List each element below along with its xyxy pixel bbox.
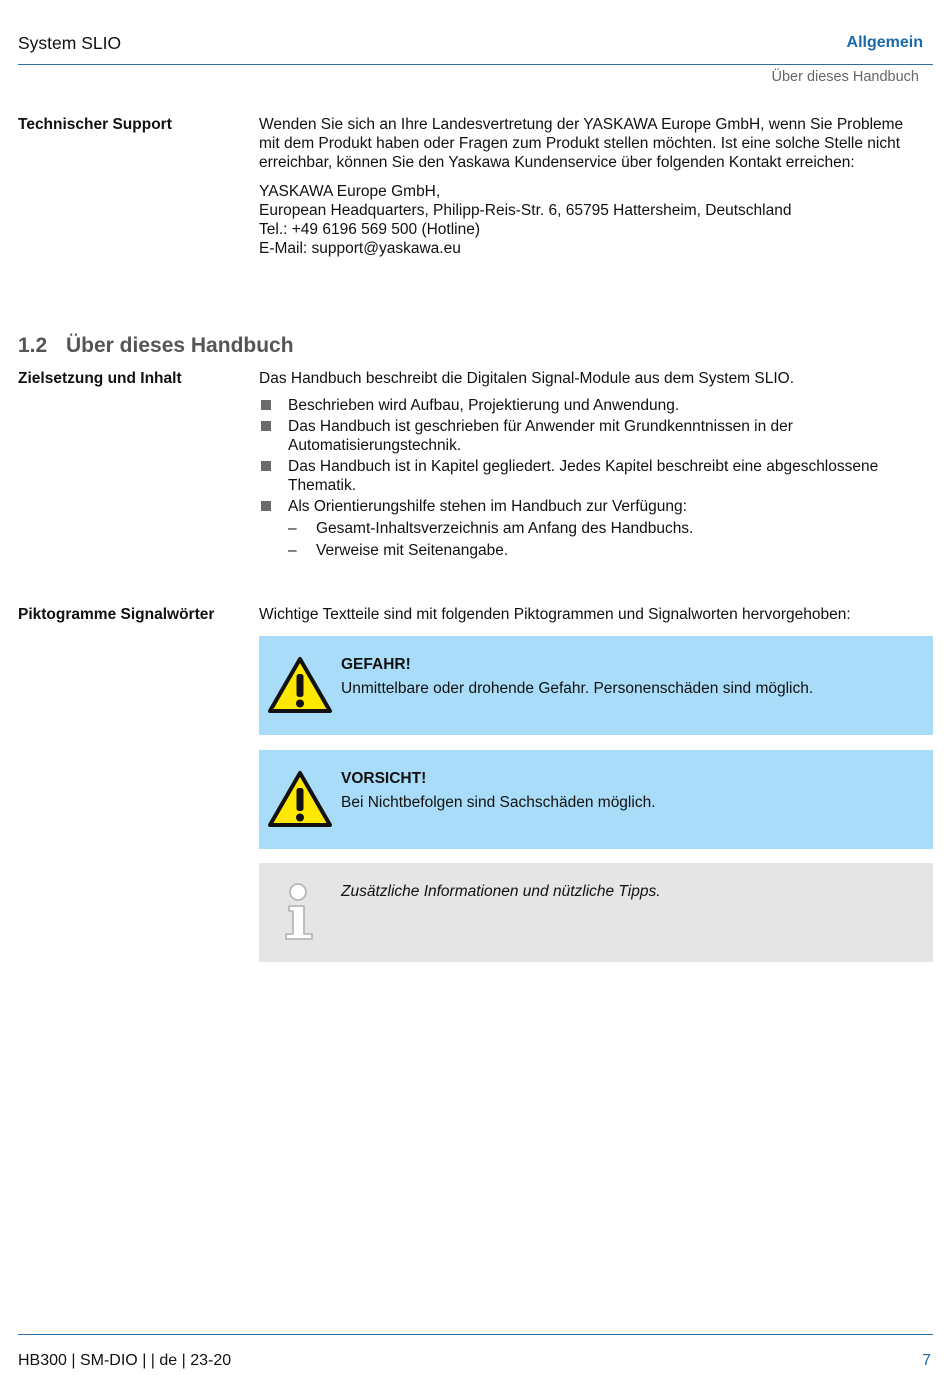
header-product: System SLIO <box>18 33 122 53</box>
header-chapter: Allgemein <box>846 34 923 51</box>
list-item <box>259 497 927 560</box>
footer-doc: HB300 | SM-DIO | | de | 23-20 <box>18 1352 232 1369</box>
caution-box <box>259 750 933 849</box>
warning-triangle-icon <box>267 770 333 828</box>
danger-title: GEFAHR! <box>341 656 411 673</box>
list-item: Beschrieben wird Aufbau, Projektierung und Anwendung. <box>259 396 927 415</box>
sub-list-item: – Verweise mit Seitenangabe. <box>288 541 927 560</box>
goals-label: Zielsetzung und Inhalt <box>18 370 182 387</box>
support-intro: Wenden Sie sich an Ihre Landesvertretung der YASKAWA Europe GmbH, wenn Sie Probleme mit dem Produkt haben oder Fragen zum Produkt stellen möchten. Ist eine solche Stelle nicht erreichbar, können Sie den Yaskawa Kundenservice über folgenden Kontakt erreichen: <box>259 116 904 171</box>
caution-title: VORSICHT! <box>341 770 427 787</box>
section-heading <box>18 333 294 359</box>
info-icon <box>281 881 321 943</box>
caution-content <box>341 769 923 812</box>
caution-text: Bei Nichtbefolgen sind Sachschäden möglich. <box>341 794 656 811</box>
pictograms-label: Piktogramme Signalwörter <box>18 606 215 623</box>
list-item-text: Als Orientierungshilfe stehen im Handbuch zur Verfügung: <box>288 498 687 515</box>
danger-content <box>341 655 923 698</box>
list-item: Das Handbuch ist in Kapitel gegliedert. Jedes Kapitel beschreibt eine abgeschlossene Thematik. <box>259 457 927 495</box>
footer-rule <box>18 1334 933 1335</box>
section-title: Über dieses Handbuch <box>66 334 294 357</box>
warning-triangle-icon <box>267 656 333 714</box>
info-box <box>259 863 933 962</box>
address-line: Tel.: +49 6196 569 500 (Hotline) <box>259 221 481 238</box>
header-section: Über dieses Handbuch <box>771 69 919 85</box>
page-number: 7 <box>922 1352 931 1369</box>
address-line: E-Mail: support@yaskawa.eu <box>259 240 461 257</box>
goals-intro: Das Handbuch beschreibt die Digitalen Signal-Module aus dem System SLIO. <box>259 370 795 387</box>
goals-sub-list <box>288 519 927 560</box>
danger-text: Unmittelbare oder drohende Gefahr. Personenschäden sind möglich. <box>341 680 814 697</box>
info-text: Zusätzliche Informationen und nützliche Tipps. <box>341 883 661 900</box>
list-item: Das Handbuch ist geschrieben für Anwender mit Grundkenntnissen in der Automatisierungstechnik. <box>259 417 927 455</box>
support-address <box>259 182 927 258</box>
pictograms-intro: Wichtige Textteile sind mit folgenden Piktogrammen und Signalworten hervorgehoben: <box>259 606 851 623</box>
address-line: YASKAWA Europe GmbH, <box>259 183 441 200</box>
support-label: Technischer Support <box>18 116 172 133</box>
support-block <box>259 115 927 258</box>
danger-box <box>259 636 933 735</box>
sub-list-item: – Gesamt-Inhaltsverzeichnis am Anfang des Handbuchs. <box>288 519 927 538</box>
address-line: European Headquarters, Philipp-Reis-Str. 6, 65795 Hattersheim, Deutschland <box>259 202 792 219</box>
section-number: 1.2 <box>18 334 48 357</box>
header-rule <box>18 64 933 65</box>
goals-bullet-list <box>259 396 927 560</box>
goals-block <box>259 369 927 563</box>
